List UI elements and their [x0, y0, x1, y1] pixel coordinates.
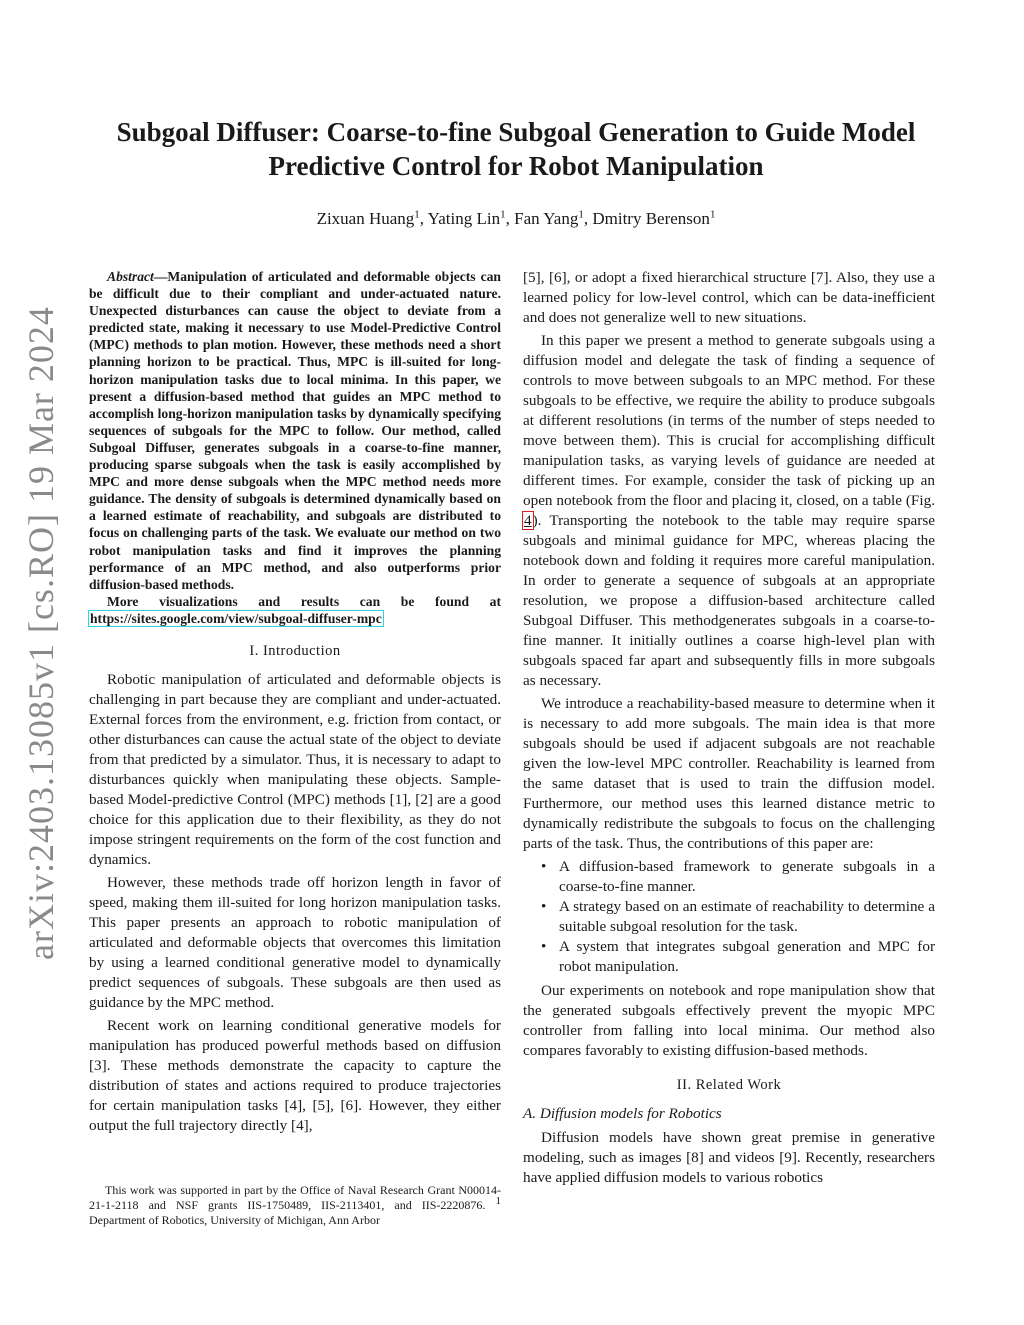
author-name: Fan Yang — [514, 209, 579, 228]
project-url-link[interactable]: https://sites.google.com/view/subgoal-diffuser-mpc — [90, 610, 382, 626]
author-affiliation-mark: 1 — [709, 208, 716, 221]
figure-reference-link[interactable]: 4 — [524, 512, 532, 529]
abstract-dash: — — [153, 269, 168, 284]
abstract-more-text: More visualizations and results can be found at — [107, 593, 501, 609]
author-name: Yating Lin — [427, 209, 501, 228]
abstract-more — [89, 593, 501, 627]
right-paragraph-3: We introduce a reachability-based measure to determine when it is necessary to add more subgoals. The main idea is that more subgoals should be used if adjacent subgoals are not reachable given the low-level MPC controller. Reachability is learned from the same dataset that is used to train the diffusion model. Furthermore, our method uses this learned distance metric to dynamically redistribute the subgoals to focus on the challenging parts of the task. Thus, the contributions of this paper are: — [523, 695, 935, 852]
left-column — [89, 268, 501, 1136]
contribution-text: A strategy based on an estimate of reachability to determine a suitable subgoal resolution for the task. — [559, 898, 935, 935]
author-separator: , — [583, 209, 593, 228]
right-column — [523, 268, 935, 1188]
author-list — [80, 208, 952, 230]
abstract-label: Abstract — [107, 269, 154, 284]
right-paragraph-2 — [523, 331, 935, 691]
abstract — [89, 268, 501, 593]
intro-paragraph-3: Recent work on learning conditional generative models for manipulation has produced powerful methods based on diffusion [3]. These methods demonstrate the capacity to capture the distribution of states and actions required to produce trajectories for certain manipulation tasks [4], [5], [6]. However, they either output the full trajectory directly [4], — [89, 1016, 501, 1134]
arxiv-identifier: arXiv:2403.13085v1 [cs.RO] 19 Mar 2024 — [21, 306, 61, 960]
paper-title: Subgoal Diffuser: Coarse-to-fine Subgoal Generation to Guide Model Predictive Control for Robot Manipulation — [116, 117, 916, 181]
intro-paragraph-2: However, these methods trade off horizon length in favor of speed, making them ill-suited for long horizon manipulation tasks. This paper presents an approach to robotic manipulation of articulated and deformable objects that overcomes this limitation by using a learned conditional generative model to dynamically predict sequences of subgoals. These subgoals are then used as guidance by the MPC method. — [89, 873, 501, 1011]
footnote — [89, 1183, 501, 1228]
footnote-funding-text: This work was supported in part by the Office of Naval Research Grant N00014-21-1-2118 and NSF grants IIS-1750489, IIS-2113401, and IIS-2220876. — [89, 1183, 501, 1212]
list-item — [523, 937, 935, 977]
author-affiliation-mark: 1 — [414, 208, 420, 221]
author-name: Zixuan Huang — [316, 209, 415, 228]
list-item — [523, 897, 935, 937]
subsection-heading-diffusion: A. Diffusion models for Robotics — [523, 1105, 722, 1122]
bullet-icon: • — [541, 858, 547, 875]
right-paragraph-2-before: In this paper we present a method to generate subgoals using a diffusion model and delegate the task of finding a sequence of controls to move between subgoals to an MPC method. For these subgoals to be effective, we require the ability to produce subgoals at different resolutions (in terms of the number of steps needed to move between them). This is crucial for accomplishing difficult manipulation tasks, as varying levels of guidance are needed at different times. For example, consider the task of picking up an open notebook from the floor and placing it, closed, on a table (Fig. — [523, 332, 935, 509]
author-separator: , — [505, 209, 515, 228]
intro-paragraph-1: Robotic manipulation of articulated and deformable objects is challenging in part because they are compliant and under-actuated. External forces from the environment, e.g. friction from contact, or other disturbances can cause the actual state of the object to deviate from that predicted by a simulator. Thus, it is necessary to adapt to disturbances quickly when manipulating these objects. Sample-based Model-predictive Control (MPC) methods [1], [2] are a good choice for this application due to their flexibility, as they do not impose stringent requirements on the form of the cost function and dynamics. — [89, 670, 501, 868]
right-paragraph-1: [5], [6], or adopt a fixed hierarchical structure [7]. Also, they use a learned policy for low-level control, which can be data-inefficient and does not generalize well to new situations. — [523, 269, 935, 326]
section-heading-introduction: I. Introduction — [249, 642, 341, 659]
related-paragraph-1: Diffusion models have shown great premise in generative modeling, such as images [8] and videos [9]. Recently, researchers have applied diffusion models to various robotics — [523, 1129, 935, 1186]
bullet-icon: • — [541, 938, 547, 955]
contributions-list — [523, 857, 935, 977]
abstract-text: Manipulation of articulated and deformable objects can be difficult due to their compliant and under-actuated nature. Unexpected disturbances can cause the object to deviate from a predicted state, making it necessary to use Model-Predictive Control (MPC) methods to plan motion. However, these methods need a short planning horizon to be practical. Thus, MPC is ill-suited for long-horizon manipulation tasks due to local minima. In this paper, we present a diffusion-based method that guides an MPC method to accomplish long-horizon manipulation tasks by dynamically specifying sequences of subgoals for the MPC to follow. Our method, called Subgoal Diffuser, generates subgoals in a coarse-to-fine manner, producing sparse subgoals when the task is easily accomplished by MPC and more dense subgoals when the MPC method needs more guidance. The density of subgoals is determined dynamically based on a learned estimate of reachability, and subgoals are distributed to focus on challenging parts of the task. We evaluate our method on two robot manipulation tasks and find it improves the planning performance of an MPC method, and also outperforms prior diffusion-based methods. — [89, 269, 501, 592]
footnote-affiliation-mark: 1 — [495, 1195, 501, 1207]
author-separator: , — [419, 209, 428, 228]
author-affiliation-mark: 1 — [500, 208, 506, 221]
list-item — [523, 857, 935, 897]
footnote-affiliation-text: Department of Robotics, University of Michigan, Ann Arbor — [89, 1213, 380, 1227]
bullet-icon: • — [541, 898, 547, 915]
author-name: Dmitry Berenson — [592, 209, 710, 228]
contribution-text: A system that integrates subgoal generation and MPC for robot manipulation. — [559, 938, 935, 975]
contribution-text: A diffusion-based framework to generate subgoals in a coarse-to-fine manner. — [559, 858, 935, 895]
section-heading-related-work: II. Related Work — [676, 1077, 782, 1093]
right-paragraph-4: Our experiments on notebook and rope manipulation show that the generated subgoals effectively prevent the myopic MPC controller from falling into local minima. Our method also compares favorably to existing diffusion-based methods. — [523, 982, 935, 1059]
right-paragraph-2-after: ). Transporting the notebook to the table may require sparse subgoals and minimal guidance for MPC, whereas placing the notebook down and folding it requires more careful manipulation. In order to generate a sequence of subgoals at an appropriate resolution, we propose a diffusion-based architecture called Subgoal Diffuser. This methodgenerates subgoals in a coarse-to-fine manner. It initially outlines a coarse high-level plan with subgoals spaced far apart and subsequently fills in more subgoals as necessary. — [523, 512, 935, 689]
author-affiliation-mark: 1 — [578, 208, 584, 221]
